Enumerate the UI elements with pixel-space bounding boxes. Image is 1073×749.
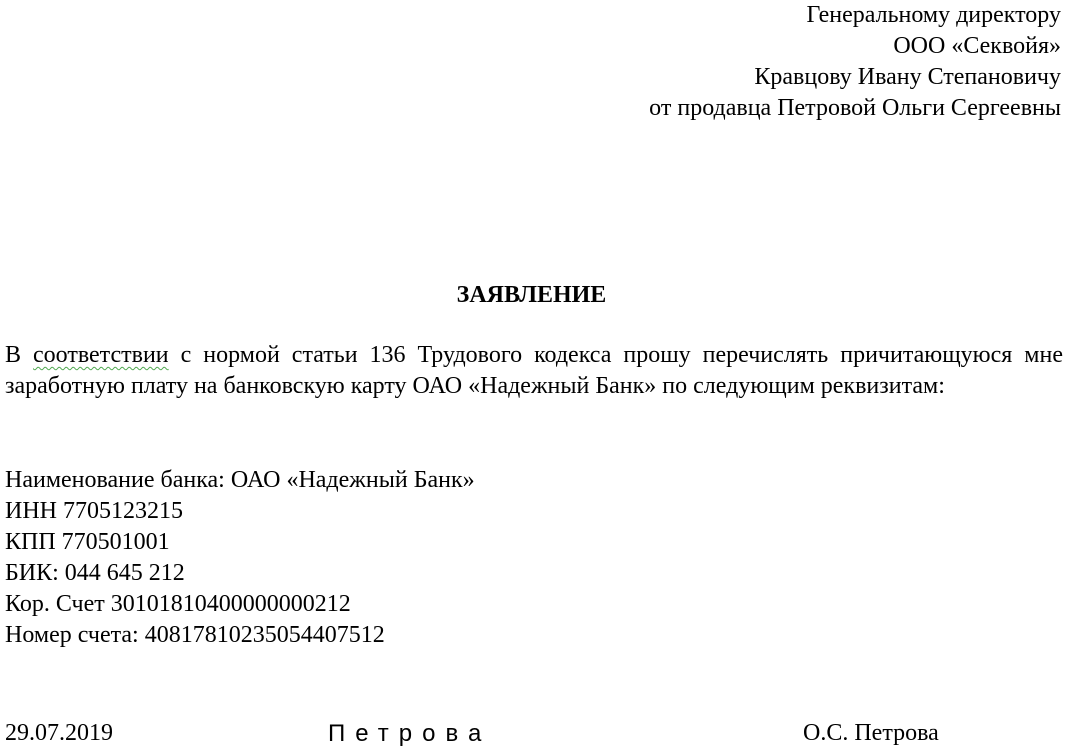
addressee-company: ООО «Секвойя» — [893, 33, 1061, 59]
bik-line: БИК: 044 645 212 — [5, 560, 185, 586]
bank-name-line: Наименование банка: ОАО «Надежный Банк» — [5, 467, 475, 493]
application-body — [5, 340, 1063, 402]
document-title: ЗАЯВЛЕНИЕ — [456, 282, 607, 308]
signature: Петрова — [328, 720, 492, 747]
body-prefix: В — [5, 342, 22, 368]
addressee-position: Генеральному директору — [806, 2, 1061, 28]
account-number-line: Номер счета: 40817810235054407512 — [5, 622, 385, 648]
spellcheck-underlined-word: соответствии — [33, 342, 169, 368]
correspondent-account-line: Кор. Счет 30101810400000000212 — [5, 591, 351, 617]
addressee-name: Кравцову Ивану Степановичу — [754, 64, 1061, 90]
bank-details — [5, 465, 475, 651]
addressee-block — [461, 0, 1061, 124]
inn-line: ИНН 7705123215 — [5, 498, 183, 524]
kpp-line: КПП 770501001 — [5, 529, 170, 555]
applicant-line: от продавца Петровой Ольги Сергеевны — [649, 95, 1061, 121]
document-date: 29.07.2019 — [5, 720, 113, 746]
signature-row — [0, 718, 1073, 749]
signatory-name: О.С. Петрова — [803, 720, 939, 746]
body-text: с нормой статьи 136 Трудового кодекса прошу перечислять причитающуюся мне заработную плату на банковскую карту ОАО «Надежный Банк» по следующим реквизитам: — [5, 342, 1063, 399]
